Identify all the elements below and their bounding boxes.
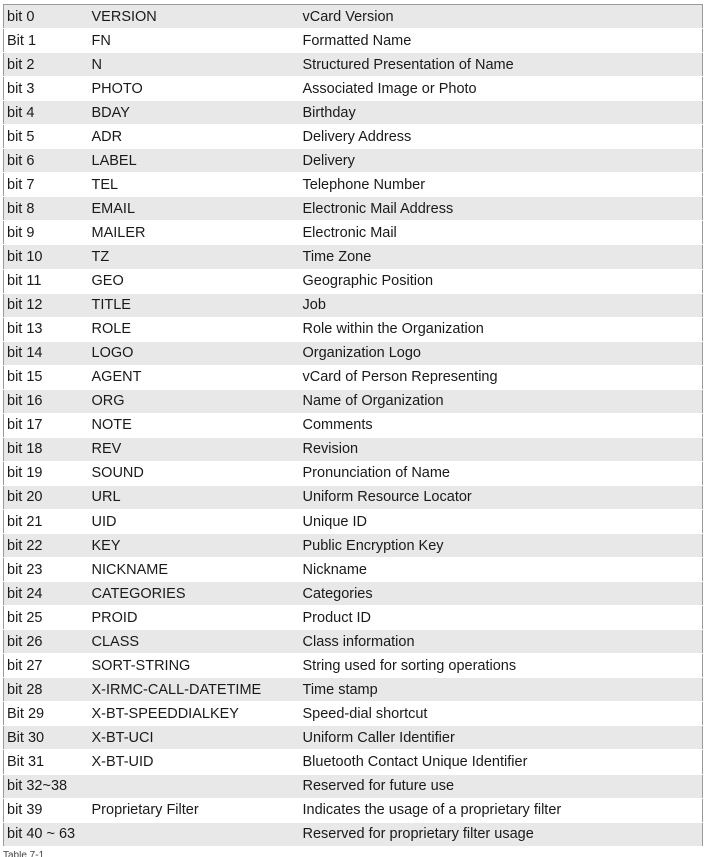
description-cell: Uniform Resource Locator [300,485,703,509]
property-cell: X-IRMC-CALL-DATETIME [89,678,300,702]
property-cell: LOGO [89,341,300,365]
property-cell [89,822,300,846]
bit-cell: bit 32~38 [4,774,89,798]
property-cell: VERSION [89,5,300,29]
bit-cell: bit 23 [4,558,89,582]
bit-cell: bit 4 [4,101,89,125]
table-row [4,53,703,77]
description-cell: Comments [300,413,703,437]
property-cell: LABEL [89,149,300,173]
bit-cell: bit 26 [4,630,89,654]
table-row [4,29,703,53]
property-cell: FN [89,29,300,53]
table-row [4,534,703,558]
property-cell: SORT-STRING [89,654,300,678]
table-row [4,509,703,533]
description-cell: Associated Image or Photo [300,77,703,101]
property-cell: CLASS [89,630,300,654]
property-cell: BDAY [89,101,300,125]
description-cell: Product ID [300,606,703,630]
bit-cell: bit 0 [4,5,89,29]
table-row [4,269,703,293]
property-cell: N [89,53,300,77]
bit-cell: bit 11 [4,269,89,293]
property-cell: X-BT-UCI [89,726,300,750]
description-cell: Telephone Number [300,173,703,197]
bit-cell: bit 39 [4,798,89,822]
table-row [4,726,703,750]
table-row [4,101,703,125]
description-cell: Time stamp [300,678,703,702]
description-cell: Job [300,293,703,317]
table-row [4,317,703,341]
table-row [4,630,703,654]
property-cell: EMAIL [89,197,300,221]
table-row [4,245,703,269]
table-row [4,5,703,29]
bit-cell: bit 8 [4,197,89,221]
description-cell: Revision [300,437,703,461]
bit-cell: bit 40 ~ 63 [4,822,89,846]
description-cell: Pronunciation of Name [300,461,703,485]
property-cell: ROLE [89,317,300,341]
bit-cell: bit 16 [4,389,89,413]
table-row [4,173,703,197]
description-cell: Speed-dial shortcut [300,702,703,726]
description-cell: Name of Organization [300,389,703,413]
bit-cell: bit 24 [4,582,89,606]
property-cell: AGENT [89,365,300,389]
property-cell: KEY [89,534,300,558]
table-row [4,461,703,485]
bit-cell: bit 3 [4,77,89,101]
table-row [4,702,703,726]
bit-cell: bit 27 [4,654,89,678]
bit-cell: bit 25 [4,606,89,630]
description-cell: Electronic Mail [300,221,703,245]
table-row [4,125,703,149]
bit-cell: Bit 31 [4,750,89,774]
property-cell: Proprietary Filter [89,798,300,822]
description-cell: Uniform Caller Identifier [300,726,703,750]
table-row [4,389,703,413]
table-row [4,293,703,317]
bit-cell: bit 9 [4,221,89,245]
property-cell: REV [89,437,300,461]
property-cell: TZ [89,245,300,269]
property-cell [89,774,300,798]
description-cell: Organization Logo [300,341,703,365]
bit-cell: bit 19 [4,461,89,485]
table-row [4,654,703,678]
table-row [4,582,703,606]
description-cell: Reserved for proprietary filter usage [300,822,703,846]
property-cell: TEL [89,173,300,197]
bit-cell: bit 20 [4,485,89,509]
description-cell: Birthday [300,101,703,125]
description-cell: Electronic Mail Address [300,197,703,221]
description-cell: Delivery Address [300,125,703,149]
description-cell: Indicates the usage of a proprietary filter [300,798,703,822]
description-cell: Class information [300,630,703,654]
bit-cell: Bit 1 [4,29,89,53]
table-row [4,341,703,365]
description-cell: String used for sorting operations [300,654,703,678]
table-row [4,197,703,221]
property-cell: ADR [89,125,300,149]
table-row [4,774,703,798]
property-cell: NICKNAME [89,558,300,582]
description-cell: Formatted Name [300,29,703,53]
description-cell: Structured Presentation of Name [300,53,703,77]
table-body [4,5,703,847]
description-cell: vCard of Person Representing [300,365,703,389]
table-row [4,485,703,509]
bit-cell: bit 6 [4,149,89,173]
vcard-property-table [3,4,703,847]
description-cell: Bluetooth Contact Unique Identifier [300,750,703,774]
property-cell: CATEGORIES [89,582,300,606]
bit-cell: bit 12 [4,293,89,317]
bit-cell: bit 13 [4,317,89,341]
table-row [4,413,703,437]
property-cell: ORG [89,389,300,413]
description-cell: Public Encryption Key [300,534,703,558]
property-cell: TITLE [89,293,300,317]
property-cell: PROID [89,606,300,630]
table-row [4,822,703,846]
table-row [4,77,703,101]
table-row [4,221,703,245]
table-caption: Table 7-1 [3,851,45,857]
description-cell: Reserved for future use [300,774,703,798]
property-cell: URL [89,485,300,509]
property-cell: NOTE [89,413,300,437]
description-cell: Role within the Organization [300,317,703,341]
bit-cell: bit 21 [4,509,89,533]
bit-cell: bit 14 [4,341,89,365]
property-cell: X-BT-UID [89,750,300,774]
description-cell: Geographic Position [300,269,703,293]
property-cell: MAILER [89,221,300,245]
description-cell: vCard Version [300,5,703,29]
bit-cell: bit 28 [4,678,89,702]
bit-cell: bit 7 [4,173,89,197]
property-cell: X-BT-SPEEDDIALKEY [89,702,300,726]
property-cell: PHOTO [89,77,300,101]
bit-cell: Bit 29 [4,702,89,726]
property-cell: UID [89,509,300,533]
table-row [4,558,703,582]
bit-cell: bit 10 [4,245,89,269]
description-cell: Nickname [300,558,703,582]
description-cell: Time Zone [300,245,703,269]
table-row [4,365,703,389]
bit-cell: Bit 30 [4,726,89,750]
description-cell: Delivery [300,149,703,173]
table-row [4,606,703,630]
bit-cell: bit 22 [4,534,89,558]
table-row [4,750,703,774]
table-row [4,678,703,702]
bit-cell: bit 17 [4,413,89,437]
bit-cell: bit 2 [4,53,89,77]
description-cell: Categories [300,582,703,606]
bit-cell: bit 15 [4,365,89,389]
property-cell: GEO [89,269,300,293]
description-cell: Unique ID [300,509,703,533]
table-row [4,437,703,461]
property-cell: SOUND [89,461,300,485]
table-row [4,798,703,822]
table-row [4,149,703,173]
bit-cell: bit 18 [4,437,89,461]
bit-cell: bit 5 [4,125,89,149]
